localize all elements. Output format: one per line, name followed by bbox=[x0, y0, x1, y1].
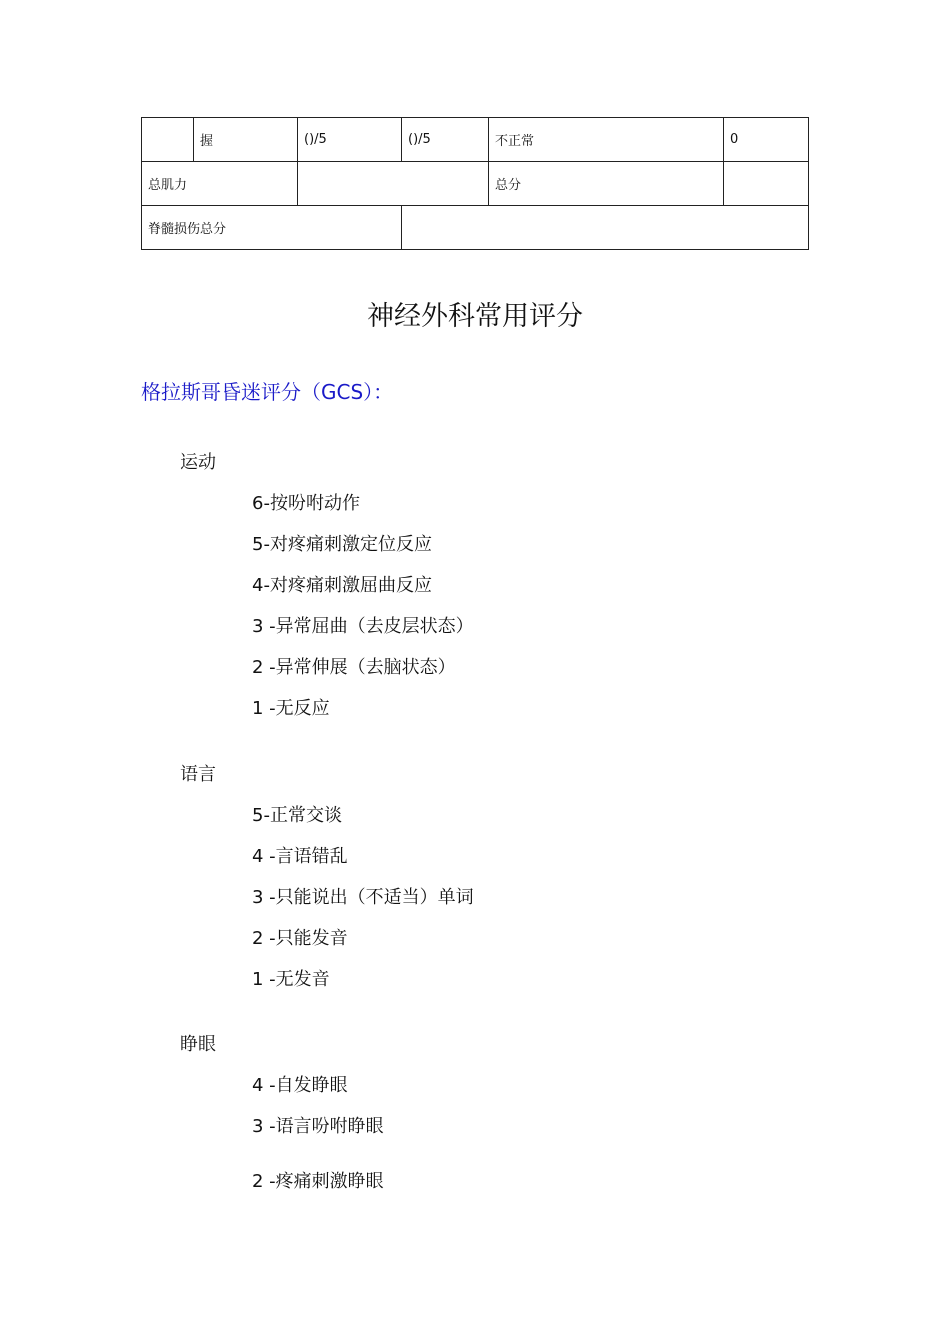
list-item: 1 -无反应 bbox=[252, 698, 330, 719]
list-item: 1 -无发音 bbox=[252, 969, 330, 990]
table-row bbox=[142, 206, 809, 250]
list-item: 6-按吩咐动作 bbox=[252, 493, 360, 514]
spinal-total-value bbox=[402, 206, 809, 250]
total-score-label: 总分 bbox=[489, 162, 724, 206]
total-strength-value bbox=[298, 162, 489, 206]
table-cell: ()/5 bbox=[298, 118, 402, 162]
verbal-category-label: 语言 bbox=[180, 764, 216, 785]
total-strength-label: 总肌力 bbox=[142, 162, 298, 206]
list-item: 4-对疼痛刺激屈曲反应 bbox=[252, 575, 432, 596]
eye-category-label: 睁眼 bbox=[180, 1034, 216, 1055]
list-item: 4 -自发睁眼 bbox=[252, 1075, 348, 1096]
table-cell bbox=[142, 118, 194, 162]
list-item: 4 -言语错乱 bbox=[252, 846, 348, 867]
table-cell: 0 bbox=[724, 118, 809, 162]
spinal-total-label: 脊髓损伤总分 bbox=[142, 206, 402, 250]
list-item: 5-正常交谈 bbox=[252, 805, 342, 826]
list-item: 2 -异常伸展（去脑状态） bbox=[252, 657, 456, 678]
list-item: 2 -只能发音 bbox=[252, 928, 348, 949]
table-cell: 不正常 bbox=[489, 118, 724, 162]
table-row bbox=[142, 118, 809, 162]
list-item: 3 -只能说出（不适当）单词 bbox=[252, 887, 474, 908]
table-cell: 握 bbox=[194, 118, 298, 162]
list-item: 3 -语言吩咐睁眼 bbox=[252, 1116, 384, 1137]
table-row bbox=[142, 162, 809, 206]
list-item: 2 -疼痛刺激睁眼 bbox=[252, 1171, 384, 1192]
list-item: 5-对疼痛刺激定位反应 bbox=[252, 534, 432, 555]
page-title: 神经外科常用评分 bbox=[367, 301, 583, 332]
spinal-injury-score-table bbox=[141, 117, 809, 250]
list-item: 3 -异常屈曲（去皮层状态） bbox=[252, 616, 474, 637]
total-score-value bbox=[724, 162, 809, 206]
motor-category-label: 运动 bbox=[180, 452, 216, 473]
table-cell: ()/5 bbox=[402, 118, 489, 162]
gcs-heading: 格拉斯哥昏迷评分（GCS）： bbox=[141, 380, 394, 404]
